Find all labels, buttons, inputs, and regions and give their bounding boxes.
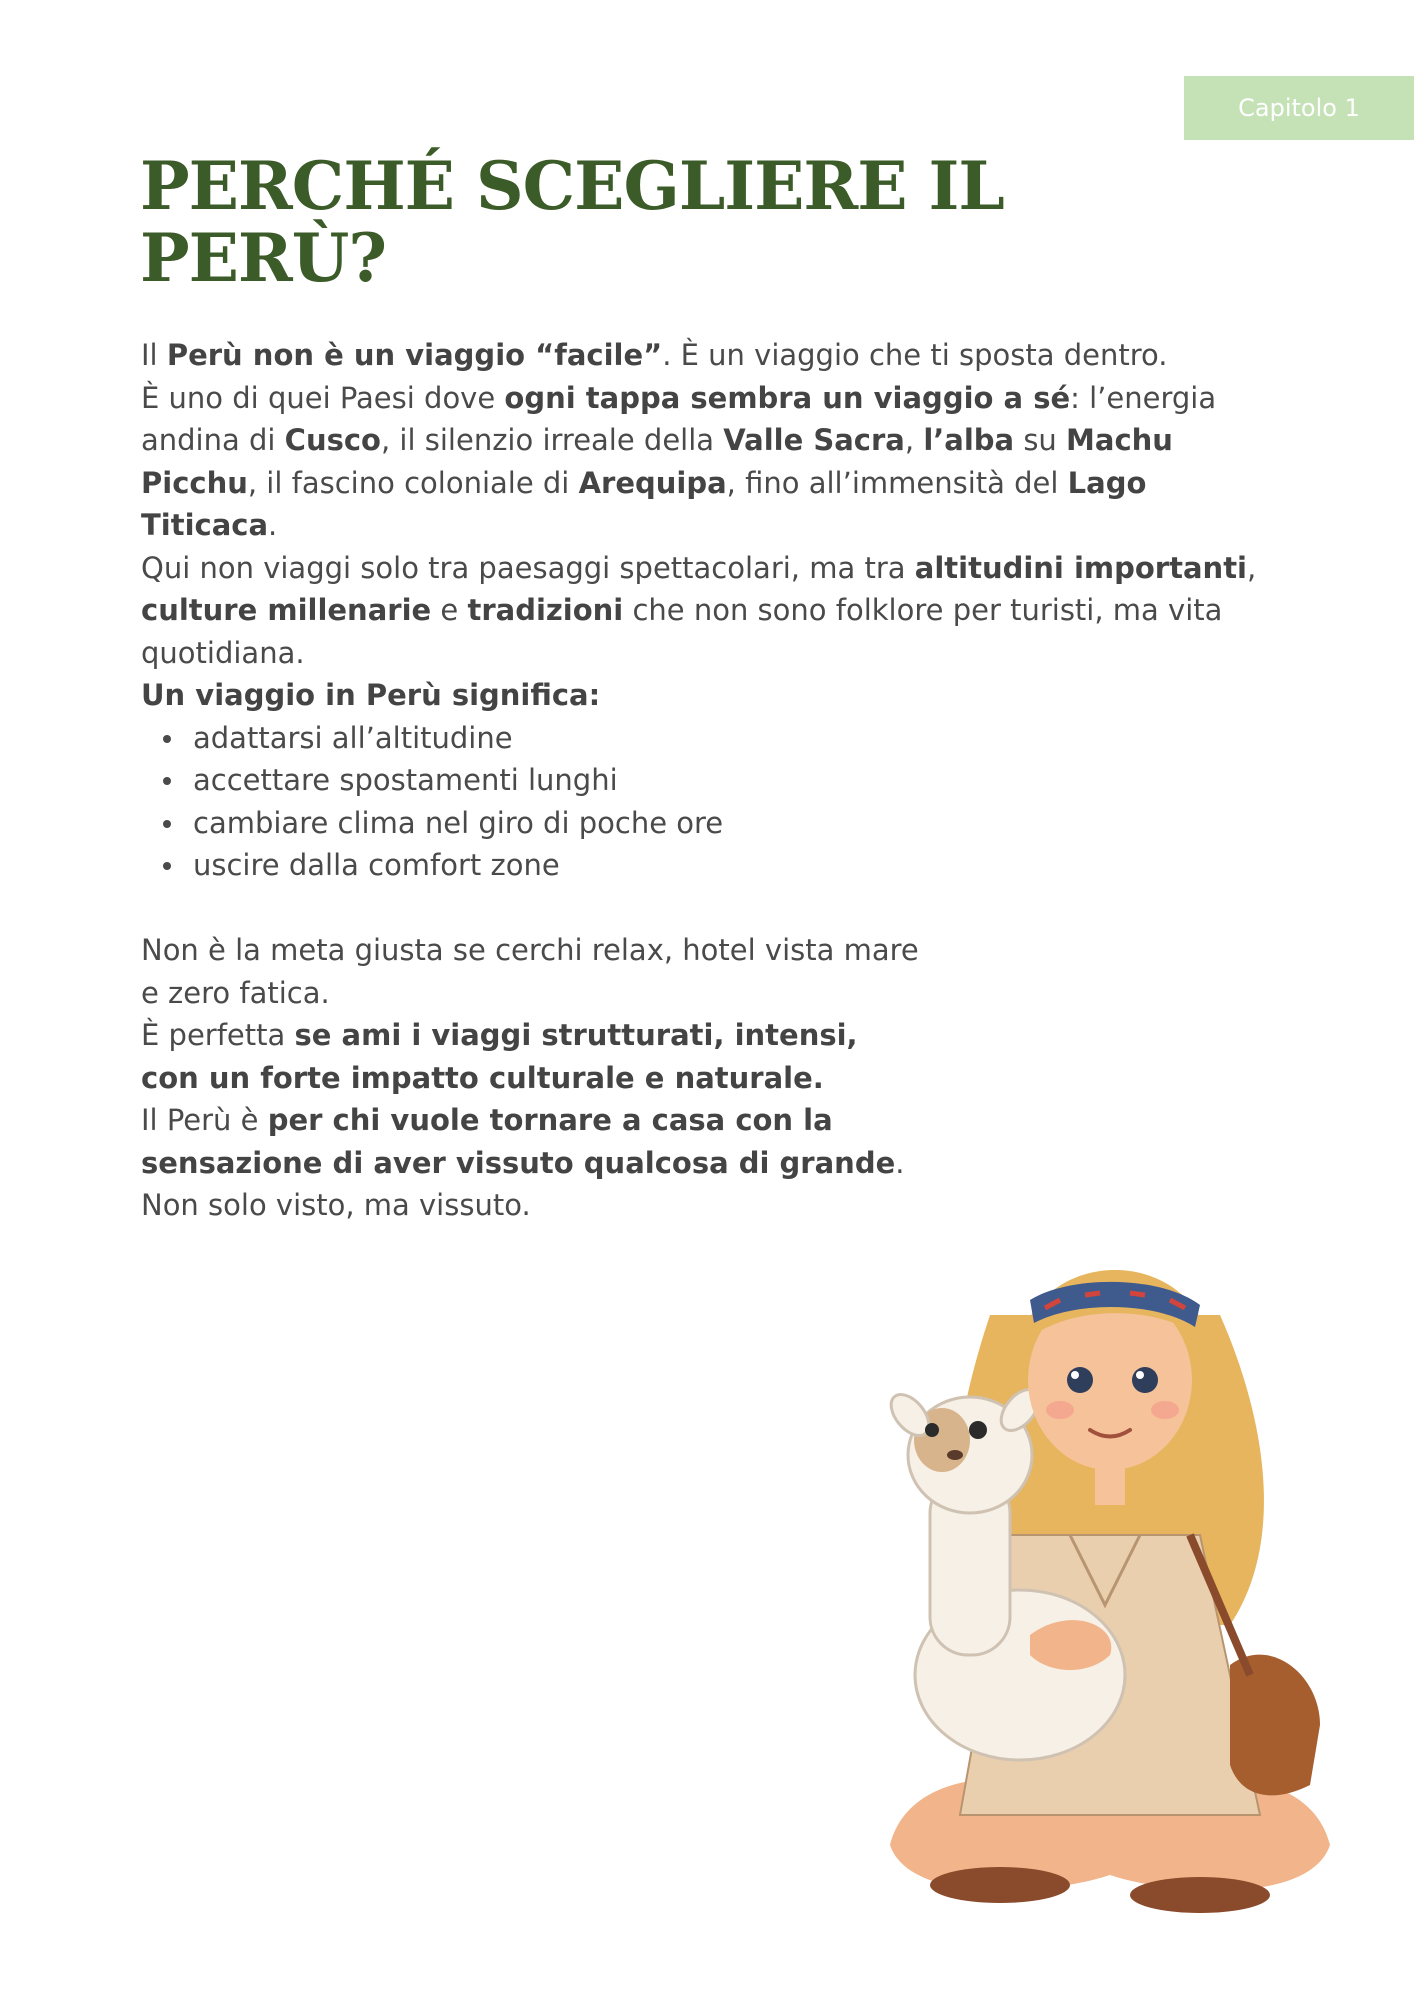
return-home-paragraph: Il Perù è per chi vuole tornare a casa con la sensazione di aver vissuto qualcosa di grande. bbox=[141, 1103, 905, 1180]
list-item: adattarsi all’altitudine bbox=[193, 717, 1291, 760]
closing-line: Non solo visto, ma vissuto. bbox=[141, 1188, 531, 1222]
chapter-tab: Capitolo 1 bbox=[1184, 76, 1414, 140]
girl-with-alpaca-illustration bbox=[870, 1205, 1350, 1955]
right-sandal bbox=[1130, 1877, 1270, 1913]
closing-section bbox=[141, 929, 921, 1227]
arm bbox=[1030, 1620, 1111, 1670]
page-title bbox=[140, 147, 1040, 297]
culture-paragraph: Qui non viaggi solo tra paesaggi spettacolari, ma tra altitudini importanti, culture millenarie e tradizioni che non sono folklore per turisti, ma vita quotidiana. bbox=[141, 550, 1257, 670]
list-item: uscire dalla comfort zone bbox=[193, 844, 1291, 887]
destinations-paragraph: È uno di quei Paesi dove ogni tappa sembra un viaggio a sé: l’energia andina di Cusco, il silenzio irreale della Valle Sacra, l’alba su Machu Picchu, il fascino coloniale di Arequipa, fino all’immensità del Lago Titicaca. bbox=[141, 380, 1217, 542]
perfect-for-paragraph: È perfetta se ami i viaggi strutturati, intensi, con un forte impatto culturale e naturale. bbox=[141, 1018, 858, 1095]
meaning-list bbox=[141, 717, 1291, 887]
list-item: cambiare clima nel giro di poche ore bbox=[193, 802, 1291, 845]
not-relax-paragraph: Non è la meta giusta se cerchi relax, hotel vista mare e zero fatica. bbox=[141, 933, 919, 1010]
list-item: accettare spostamenti lunghi bbox=[193, 759, 1291, 802]
body-text bbox=[141, 334, 1291, 1227]
left-sandal bbox=[930, 1867, 1070, 1903]
list-heading: Un viaggio in Perù significa: bbox=[141, 678, 601, 712]
title-line-2: PERÙ? bbox=[140, 219, 387, 297]
intro-paragraph: Il Perù non è un viaggio “facile”. È un viaggio che ti sposta dentro. bbox=[141, 338, 1168, 372]
title-line-1: PERCHÉ SCEGLIERE IL bbox=[140, 147, 1004, 225]
bag bbox=[1230, 1655, 1320, 1796]
